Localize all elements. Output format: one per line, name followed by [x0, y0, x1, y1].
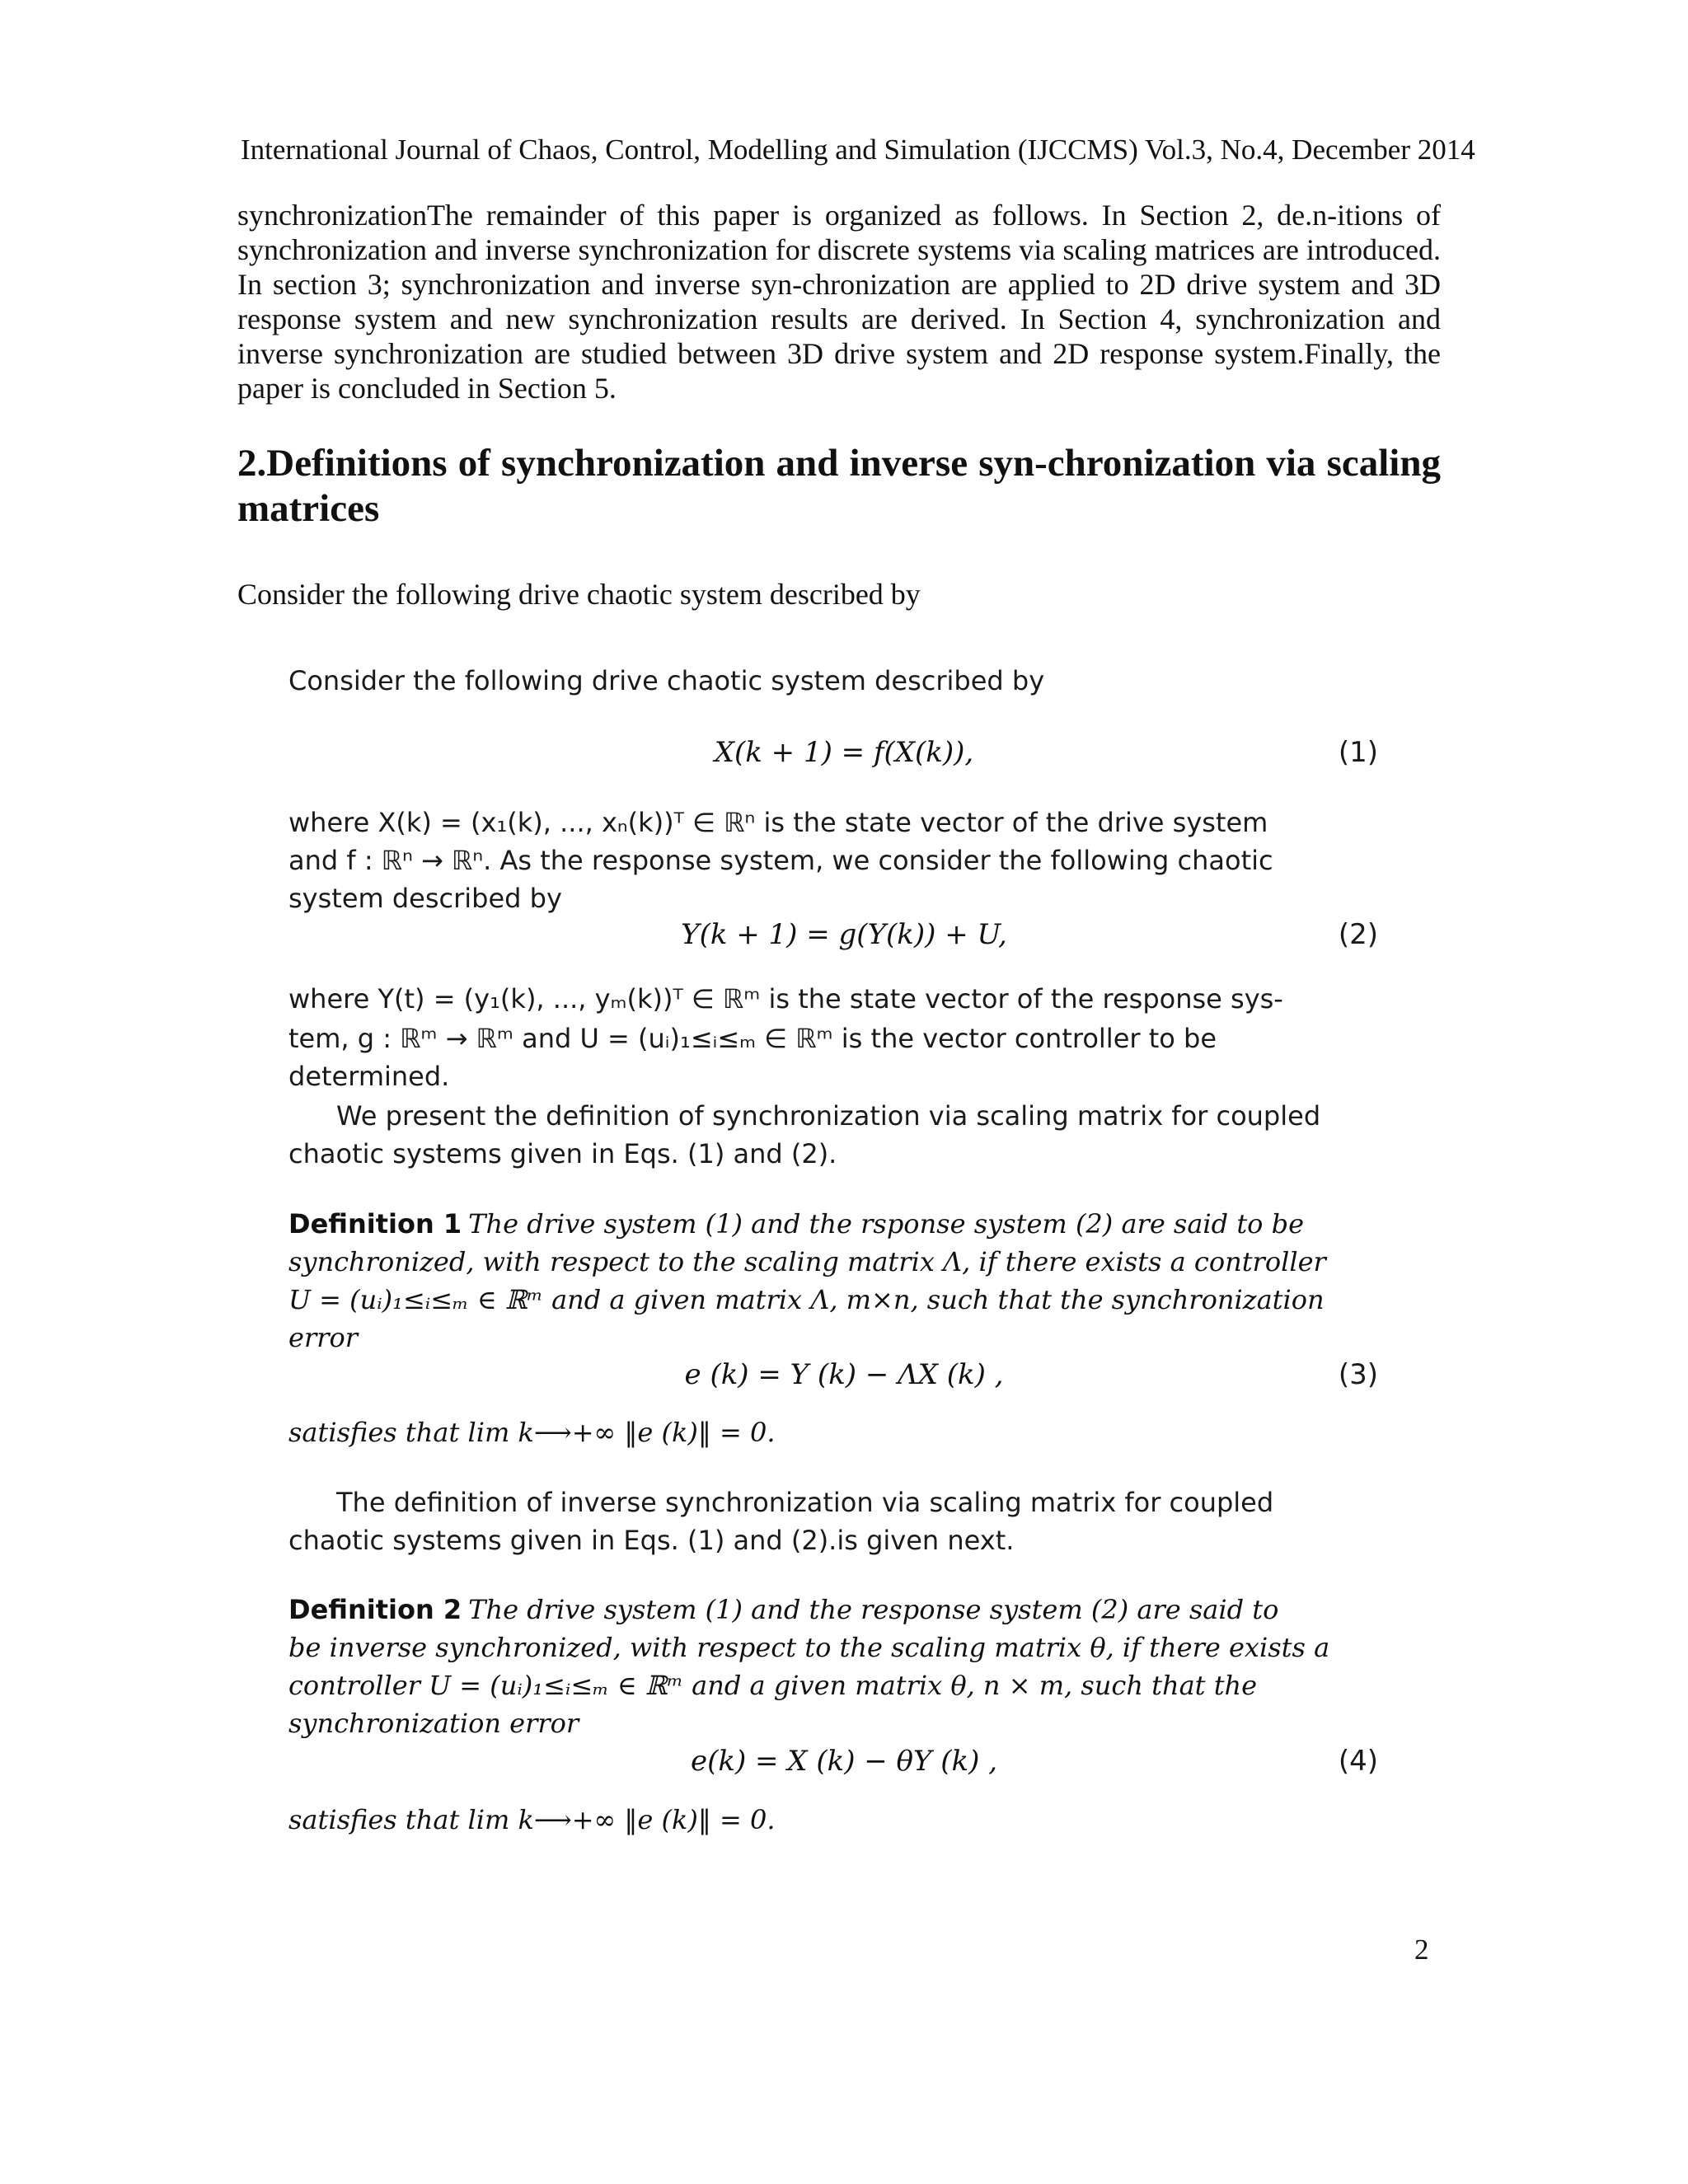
where1-line3: system described by: [288, 883, 562, 914]
present-line1: We present the definition of synchronization via scaling matrix for coupled: [336, 1100, 1321, 1132]
definition-2-line3: controller U = (uᵢ)₁≤ᵢ≤ₘ ∈ ℝᵐ and a given matrix θ, n × m, such that the: [288, 1670, 1258, 1701]
inverse-line2: chaotic systems given in Eqs. (1) and (2).is given next.: [288, 1525, 1015, 1556]
satisfies-1: satisfies that lim k⟶+∞ ‖e (k)‖ = 0.: [288, 1417, 776, 1448]
definition-2-line1: The drive system (1) and the response system (2) are said to: [468, 1594, 1279, 1625]
inverse-line1: The definition of inverse synchronization via scaling matrix for coupled: [336, 1487, 1274, 1518]
equation-4-number: (4): [1338, 1745, 1378, 1778]
page-number: 2: [1414, 1933, 1429, 1966]
definition-1: [288, 1205, 1385, 1243]
definition-1-line3: U = (uᵢ)₁≤ᵢ≤ₘ ∈ ℝᵐ and a given matrix Λ, m×n, such that the synchronization: [288, 1284, 1325, 1315]
equation-3-body: e (k) = Y (k) − ΛX (k) ,: [684, 1358, 1004, 1391]
definition-1-line1: The drive system (1) and the rsponse system (2) are said to be: [468, 1208, 1305, 1240]
definition-2: [288, 1591, 1385, 1629]
definition-2-line2: be inverse synchronized, with respect to the scaling matrix θ, if there exists a: [288, 1632, 1330, 1663]
present-line2: chaotic systems given in Eqs. (1) and (2).: [288, 1138, 837, 1169]
definition-2-line4: synchronization error: [288, 1708, 579, 1739]
embedded-consider: Consider the following drive chaotic system described by: [288, 665, 1045, 696]
definition-1-line4: error: [288, 1322, 359, 1353]
consider-text: Consider the following drive chaotic system described by: [237, 578, 921, 611]
equation-3-number: (3): [1338, 1358, 1378, 1391]
where2-line3: determined.: [288, 1061, 450, 1092]
equation-1-number: (1): [1338, 736, 1378, 769]
equation-1-body: X(k + 1) = f(X(k)),: [714, 736, 974, 769]
where2-line2: tem, g : ℝᵐ → ℝᵐ and U = (uᵢ)₁≤ᵢ≤ₘ ∈ ℝᵐ is the vector controller to be: [288, 1023, 1217, 1054]
definition-1-label: Definition 1: [288, 1208, 462, 1240]
section-heading: 2.Definitions of synchronization and inverse syn-chronization via scaling matrices: [237, 442, 1441, 530]
where2-line1: where Y(t) = (y₁(k), ..., yₘ(k))ᵀ ∈ ℝᵐ is the state vector of the response sys-: [288, 983, 1283, 1015]
definition-1-line2: synchronized, with respect to the scaling matrix Λ, if there exists a controller: [288, 1246, 1326, 1277]
definition-2-label: Definition 2: [288, 1594, 462, 1625]
equation-2-number: (2): [1338, 918, 1378, 951]
intro-paragraph: synchronizationThe remainder of this paper is organized as follows. In Section 2, de.n-itions of synchronization and inverse synchronization for discrete systems via scaling matrices are introduced. In section 3; synchronization and inverse syn-chronization are applied to 2D drive system and 3D response system and new synchronization results are derived. In Section 4, synchronization and inverse synchronization are studied between 3D drive system and 2D response system.Finally, the paper is concluded in Section 5.: [237, 199, 1441, 405]
where1-line1: where X(k) = (x₁(k), ..., xₙ(k))ᵀ ∈ ℝⁿ is the state vector of the drive system: [288, 807, 1268, 838]
equation-2-body: Y(k + 1) = g(Y(k)) + U,: [681, 918, 1007, 951]
equation-4-body: e(k) = X (k) − θY (k) ,: [690, 1745, 998, 1778]
journal-header: International Journal of Chaos, Control, Modelling and Simulation (IJCCMS) Vol.3, No.4, December 2014: [241, 134, 1475, 166]
satisfies-2: satisfies that lim k⟶+∞ ‖e (k)‖ = 0.: [288, 1804, 776, 1835]
where1-line2: and f : ℝⁿ → ℝⁿ. As the response system, we consider the following chaotic: [288, 845, 1273, 876]
